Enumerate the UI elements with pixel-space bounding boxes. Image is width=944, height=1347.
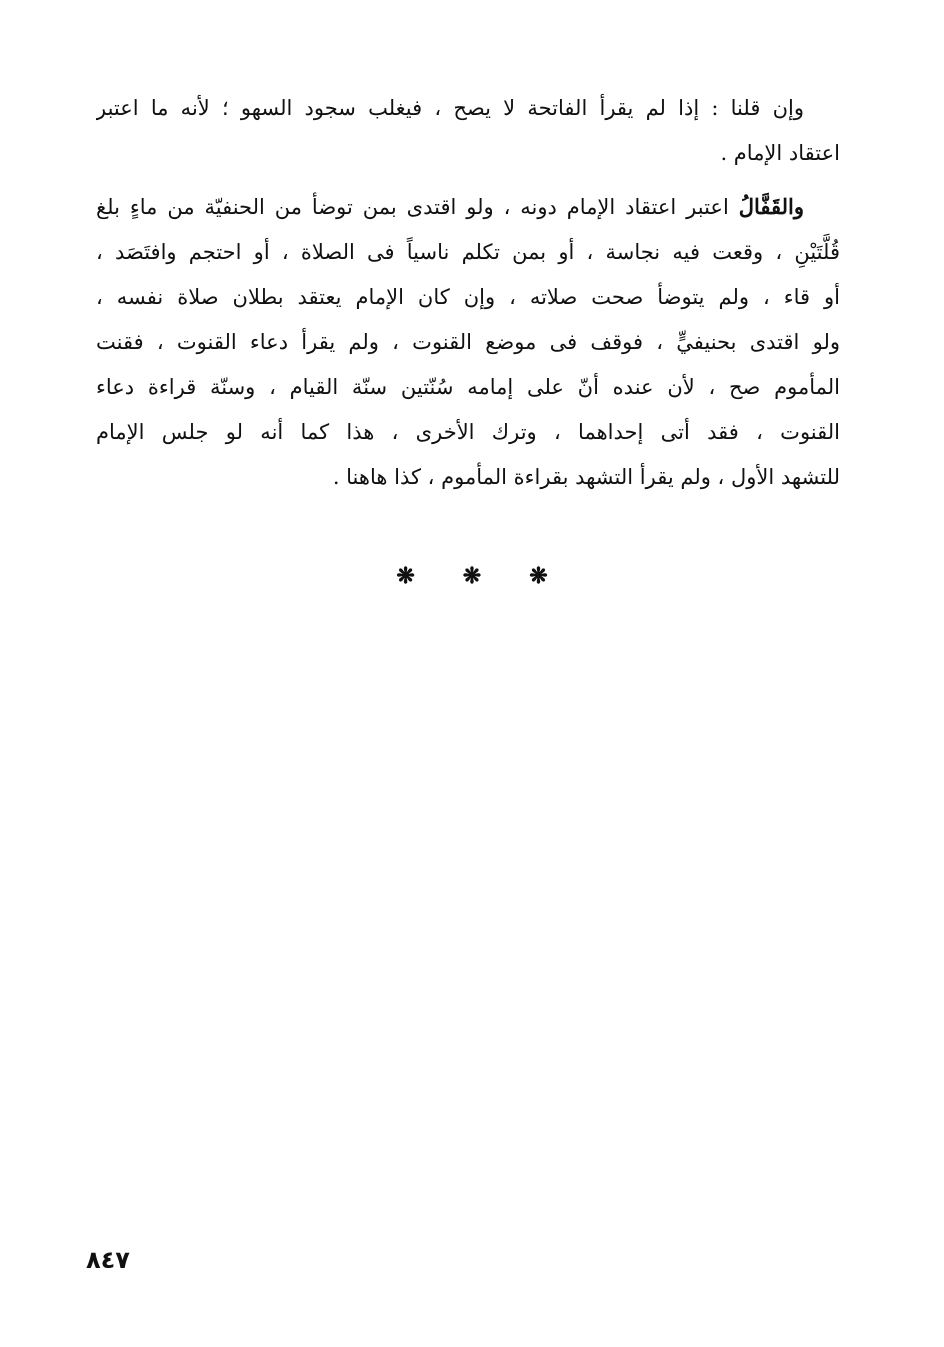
text-line: ولو اقتدى بحنيفيٍّ ، فوقف فى موضع القنوت ، ولم يقرأ دعاء القنوت ، فقنت [96,330,840,354]
text-line: القنوت ، فقد أتى إحداهما ، وترك الأخرى ، هذا كما أنه لو جلس الإمام [96,420,840,444]
paragraph-2 [96,184,840,500]
page-number: ٨٤٧ [86,1246,130,1274]
text-line: أو قاء ، ولم يتوضأ صحت صلاته ، وإن كان الإمام يعتقد بطلان صلاة نفسه ، [96,285,840,309]
section-divider [0,563,944,589]
lead-word: والقَفَّالُ [738,194,804,219]
text-line: اعتقاد الإمام . [720,141,840,165]
text-line: للتشهد الأول ، ولم يقرأ التشهد بقراءة المأموم ، كذا هاهنا . [332,465,840,489]
text-line: قُلَّتَيْنِ ، وقعت فيه نجاسة ، أو بمن تكلم ناسياً فى الصلاة ، أو احتجم وافتَصَد ، [96,240,840,264]
text-line: المأموم صح ، لأن عنده أنّ على إمامه سُنّتين سنّة القيام ، وسنّة قراءة دعاء [96,375,840,399]
paragraph-1 [96,86,840,176]
asterism-icon: ❋ [396,563,415,589]
asterism-icon: ❋ [462,563,482,589]
text-line-rest: اعتبر اعتقاد الإمام دونه ، ولو اقتدى بمن توضأ من الحنفيّة من ماءٍ بلغ [96,195,739,219]
asterism-icon: ❋ [529,563,548,589]
text-line: وإن قلنا : إذا لم يقرأ الفاتحة لا يصح ، فيغلب سجود السهو ؛ لأنه ما اعتبر [96,96,804,120]
text-line-with-lead [96,184,840,230]
